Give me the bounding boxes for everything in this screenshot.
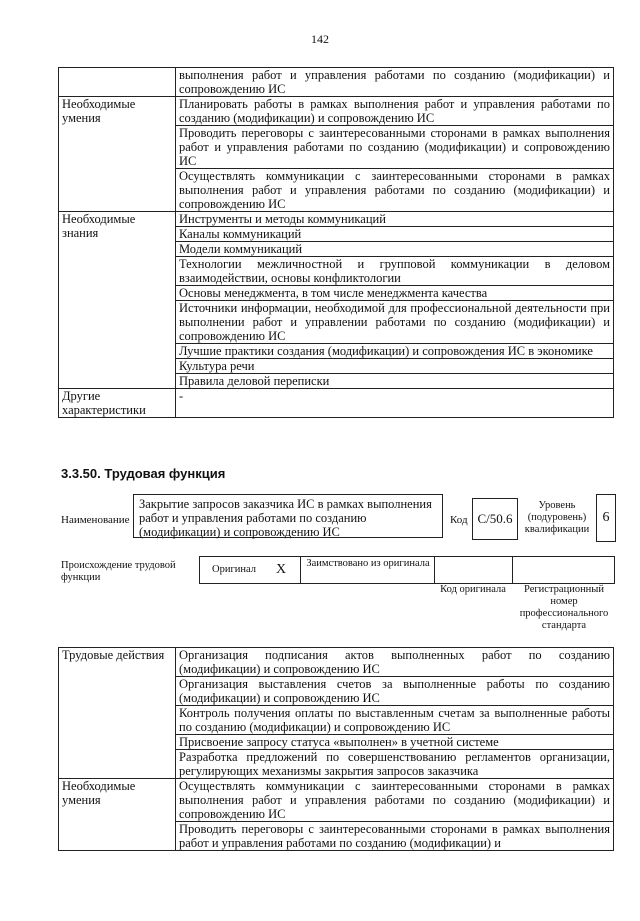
code-label: Код xyxy=(450,514,468,526)
table-row xyxy=(59,389,614,418)
level-box xyxy=(596,494,616,542)
code-caption: Код оригинала xyxy=(440,584,506,595)
row-item: Осуществлять коммуникации с заинтересованными сторонами в рамках выполнения работ и управления работами по созданию (модификации) и сопровождению ИС xyxy=(176,169,614,212)
row-item: - xyxy=(176,389,614,418)
row-item: Источники информации, необходимой для профессиональной деятельности при выполнении работ и управлении работами по созданию (модификации) и сопровождению ИС xyxy=(176,301,614,344)
code-value: С/50.6 xyxy=(477,511,513,526)
row-label: Трудовые действия xyxy=(59,648,176,779)
row-item: Культура речи xyxy=(176,359,614,374)
row-item: Присвоение запросу статуса «выполнен» в учетной системе xyxy=(176,735,614,750)
row-item: Модели коммуникаций xyxy=(176,242,614,257)
table-row xyxy=(59,97,614,126)
table-row xyxy=(59,779,614,822)
level-label: Уровень (подуровень) квалификации xyxy=(524,500,590,535)
row-item: Инструменты и методы коммуникаций xyxy=(176,212,614,227)
row-label: Необходимые умения xyxy=(59,97,176,212)
code-box xyxy=(472,498,518,540)
row-item: Проводить переговоры с заинтересованными сторонами в рамках выполнения работ и управления работами по созданию (модификации) и сопровождению ИС xyxy=(176,126,614,169)
function-name-box xyxy=(133,494,443,538)
row-item: Организация выставления счетов за выполненные работы по созданию (модификации) и сопровождению ИС xyxy=(176,677,614,706)
row-item: выполнения работ и управления работами по созданию (модификации) и сопровождению ИС xyxy=(176,68,614,97)
row-item: Проводить переговоры с заинтересованными сторонами в рамках выполнения работ и управления работами по созданию (модификации) и xyxy=(176,822,614,851)
divider xyxy=(300,557,301,583)
page-number: 142 xyxy=(311,32,329,46)
section-title: 3.3.50. Трудовая функция xyxy=(61,466,226,481)
row-item: Правила деловой переписки xyxy=(176,374,614,389)
row-item: Организация подписания актов выполненных работ по созданию (модификации) и сопровождению ИС xyxy=(176,648,614,677)
row-label: Другие характеристики xyxy=(59,389,176,418)
divider xyxy=(434,557,435,583)
row-label xyxy=(59,68,176,97)
row-label: Необходимые умения xyxy=(59,779,176,851)
origin-row xyxy=(199,556,615,584)
borrowed-label: Заимствовано из оригинала xyxy=(306,558,430,569)
row-item: Контроль получения оплаты по выставленным счетам за выполненные работы по созданию (модификации) и сопровождению ИС xyxy=(176,706,614,735)
level-value: 6 xyxy=(602,510,610,525)
row-item: Разработка предложений по совершенствованию регламентов организации, регулирующих механизмы закрытия запросов заказчика xyxy=(176,750,614,779)
labor-actions-table xyxy=(58,647,614,851)
table-row xyxy=(59,212,614,227)
row-item: Технологии межличностной и групповой коммуникации в деловом взаимодействии, основы конфликтологии xyxy=(176,257,614,286)
row-label: Необходимые знания xyxy=(59,212,176,389)
table-row xyxy=(59,648,614,677)
origin-label: Происхождение трудовой функции xyxy=(61,560,176,583)
reg-caption: Регистрационный номер профессионального стандарта xyxy=(519,584,609,631)
row-item: Каналы коммуникаций xyxy=(176,227,614,242)
original-mark: X xyxy=(276,562,287,577)
row-item: Основы менеджмента, в том числе менеджмента качества xyxy=(176,286,614,301)
knowledge-skills-table xyxy=(58,67,614,418)
original-label: Оригинал xyxy=(212,564,256,575)
row-item: Планировать работы в рамках выполнения работ и управления работами по созданию (модификации) и сопровождению ИС xyxy=(176,97,614,126)
function-name: Закрытие запросов заказчика ИС в рамках выполнения работ и управления работами по созданию (модификации) и сопровождению ИС xyxy=(139,497,432,539)
row-item: Осуществлять коммуникации с заинтересованными сторонами в рамках выполнения работ и управления работами по созданию (модификации) и сопровождению ИС xyxy=(176,779,614,822)
table-row xyxy=(59,68,614,97)
name-label: Наименование xyxy=(61,514,130,526)
divider xyxy=(512,557,513,583)
row-item: Лучшие практики создания (модификации) и сопровождения ИС в экономике xyxy=(176,344,614,359)
